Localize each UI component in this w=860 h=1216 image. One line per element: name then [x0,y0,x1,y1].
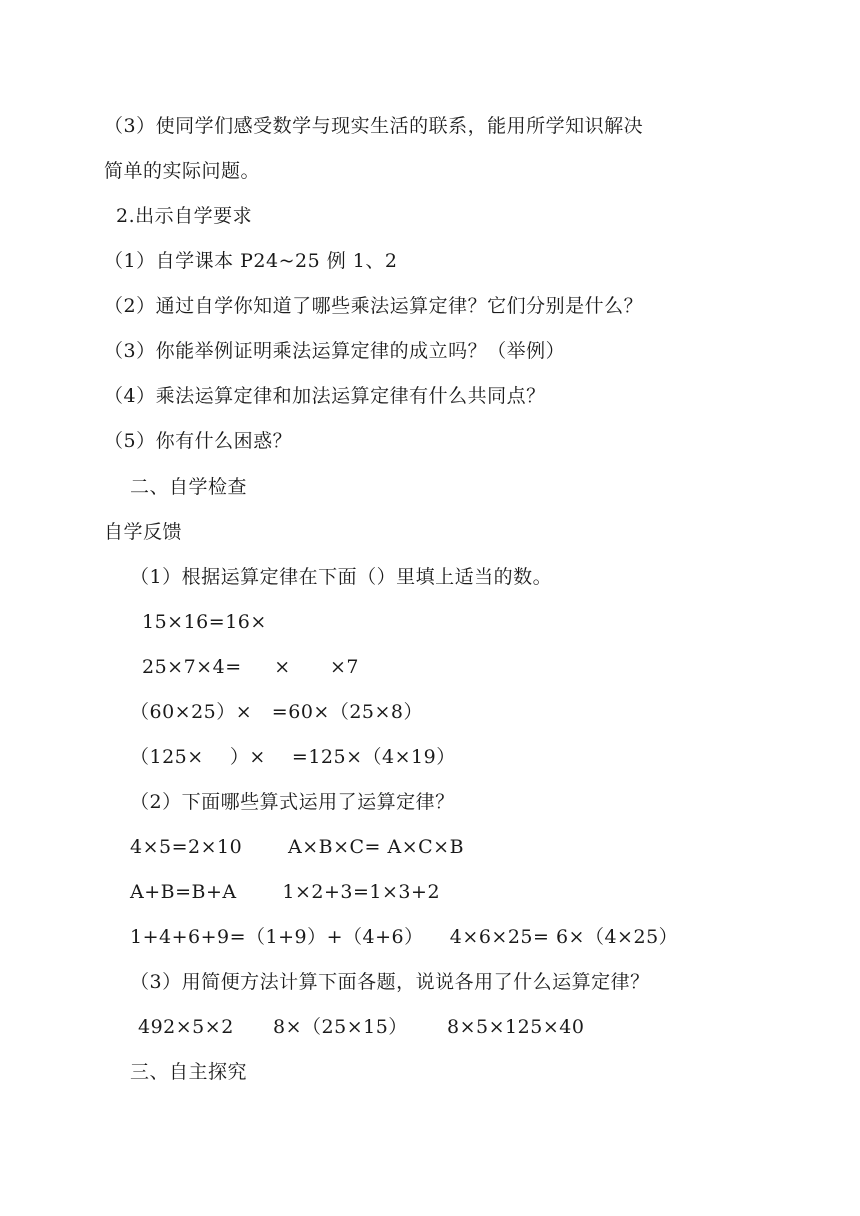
equation-1: 15×16=16× [142,611,267,633]
example-row-3: 1+4+6+9=（1+9）+（4+6） 4×6×25= 6×（4×25） [130,926,679,948]
question-1: （1）根据运算定律在下面（）里填上适当的数。 [130,566,553,588]
section-2-heading: 二、自学检查 [130,476,248,498]
requirement-2: （2）通过自学你知道了哪些乘法运算定律？它们分别是什么？ [104,295,644,317]
requirement-5: （5）你有什么困惑？ [104,430,293,452]
calculation-row: 492×5×2 8×（25×15） 8×5×125×40 [138,1016,585,1038]
feedback-heading: 自学反馈 [104,521,183,543]
requirement-4: （4）乘法运算定律和加法运算定律有什么共同点？ [104,385,546,407]
section-3-heading: 三、自主探究 [130,1061,248,1083]
question-2: （2）下面哪些算式运用了运算定律？ [130,791,455,813]
example-row-2: A+B=B+A 1×2+3=1×3+2 [130,881,441,903]
equation-2: 25×7×4= × ×7 [142,656,359,678]
requirement-1: （1）自学课本 P24~25 例 1、2 [104,250,398,272]
equation-4: （125× ）× =125×（4×19） [130,746,456,768]
requirement-3: （3）你能举例证明乘法运算定律的成立吗？（举例） [104,340,566,362]
question-3: （3）用简便方法计算下面各题，说说各用了什么运算定律？ [130,971,650,993]
equation-3: （60×25）× =60×（25×8） [130,701,424,723]
goal-3-line-1: （3）使同学们感受数学与现实生活的联系，能用所学知识解决 [104,115,644,137]
goal-3-line-2: 简单的实际问题。 [104,160,261,182]
example-row-1: 4×5=2×10 A×B×C= A×C×B [130,836,465,858]
requirements-heading: 2.出示自学要求 [116,205,253,227]
